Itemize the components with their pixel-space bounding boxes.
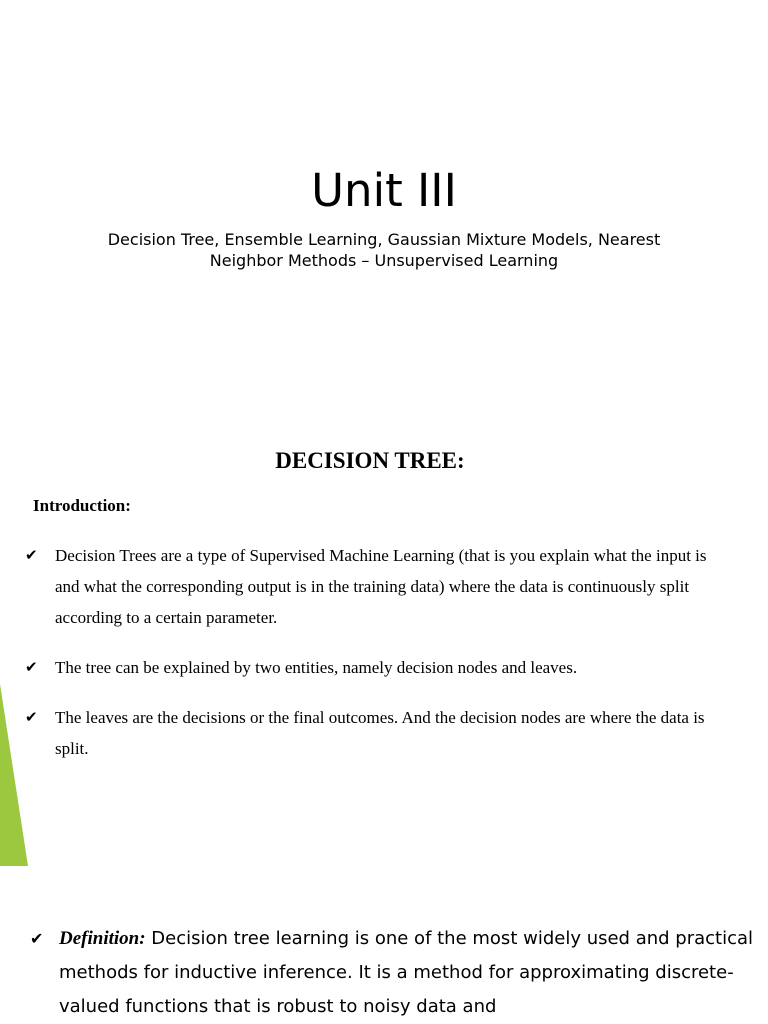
bullet-item <box>0 540 768 633</box>
definition-body: Decision tree learning is one of the most widely used and practical methods for inductive inference. It is a method for approximating discrete-valued functions that is robust to noisy data and <box>59 928 754 1017</box>
definition-block <box>0 922 768 1024</box>
bullet-list <box>0 540 768 783</box>
checkmark-icon: ✔ <box>25 546 38 564</box>
bullet-item <box>0 702 768 764</box>
section-heading: DECISION TREE: <box>275 448 465 473</box>
checkmark-icon: ✔ <box>30 929 44 948</box>
slide-subtitle: Decision Tree, Ensemble Learning, Gaussian Mixture Models, Nearest Neighbor Methods – Unsupervised Learning <box>107 230 661 270</box>
checkmark-icon: ✔ <box>25 708 38 726</box>
slide-title: Unit III <box>311 164 457 217</box>
bullet-text: Decision Trees are a type of Supervised Machine Learning (that is you explain what the input is and what the corresponding output is in the training data) where the data is continuously split according to a certain parameter. <box>55 546 707 627</box>
bullet-text: The tree can be explained by two entities, namely decision nodes and leaves. <box>55 658 578 677</box>
bullet-text: The leaves are the decisions or the final outcomes. And the decision nodes are where the data is split. <box>55 708 705 758</box>
introduction-label: Introduction: <box>33 496 131 515</box>
definition-term: Definition: <box>59 928 146 949</box>
checkmark-icon: ✔ <box>25 658 38 676</box>
bullet-item <box>0 652 768 683</box>
definition-text <box>59 922 759 1024</box>
